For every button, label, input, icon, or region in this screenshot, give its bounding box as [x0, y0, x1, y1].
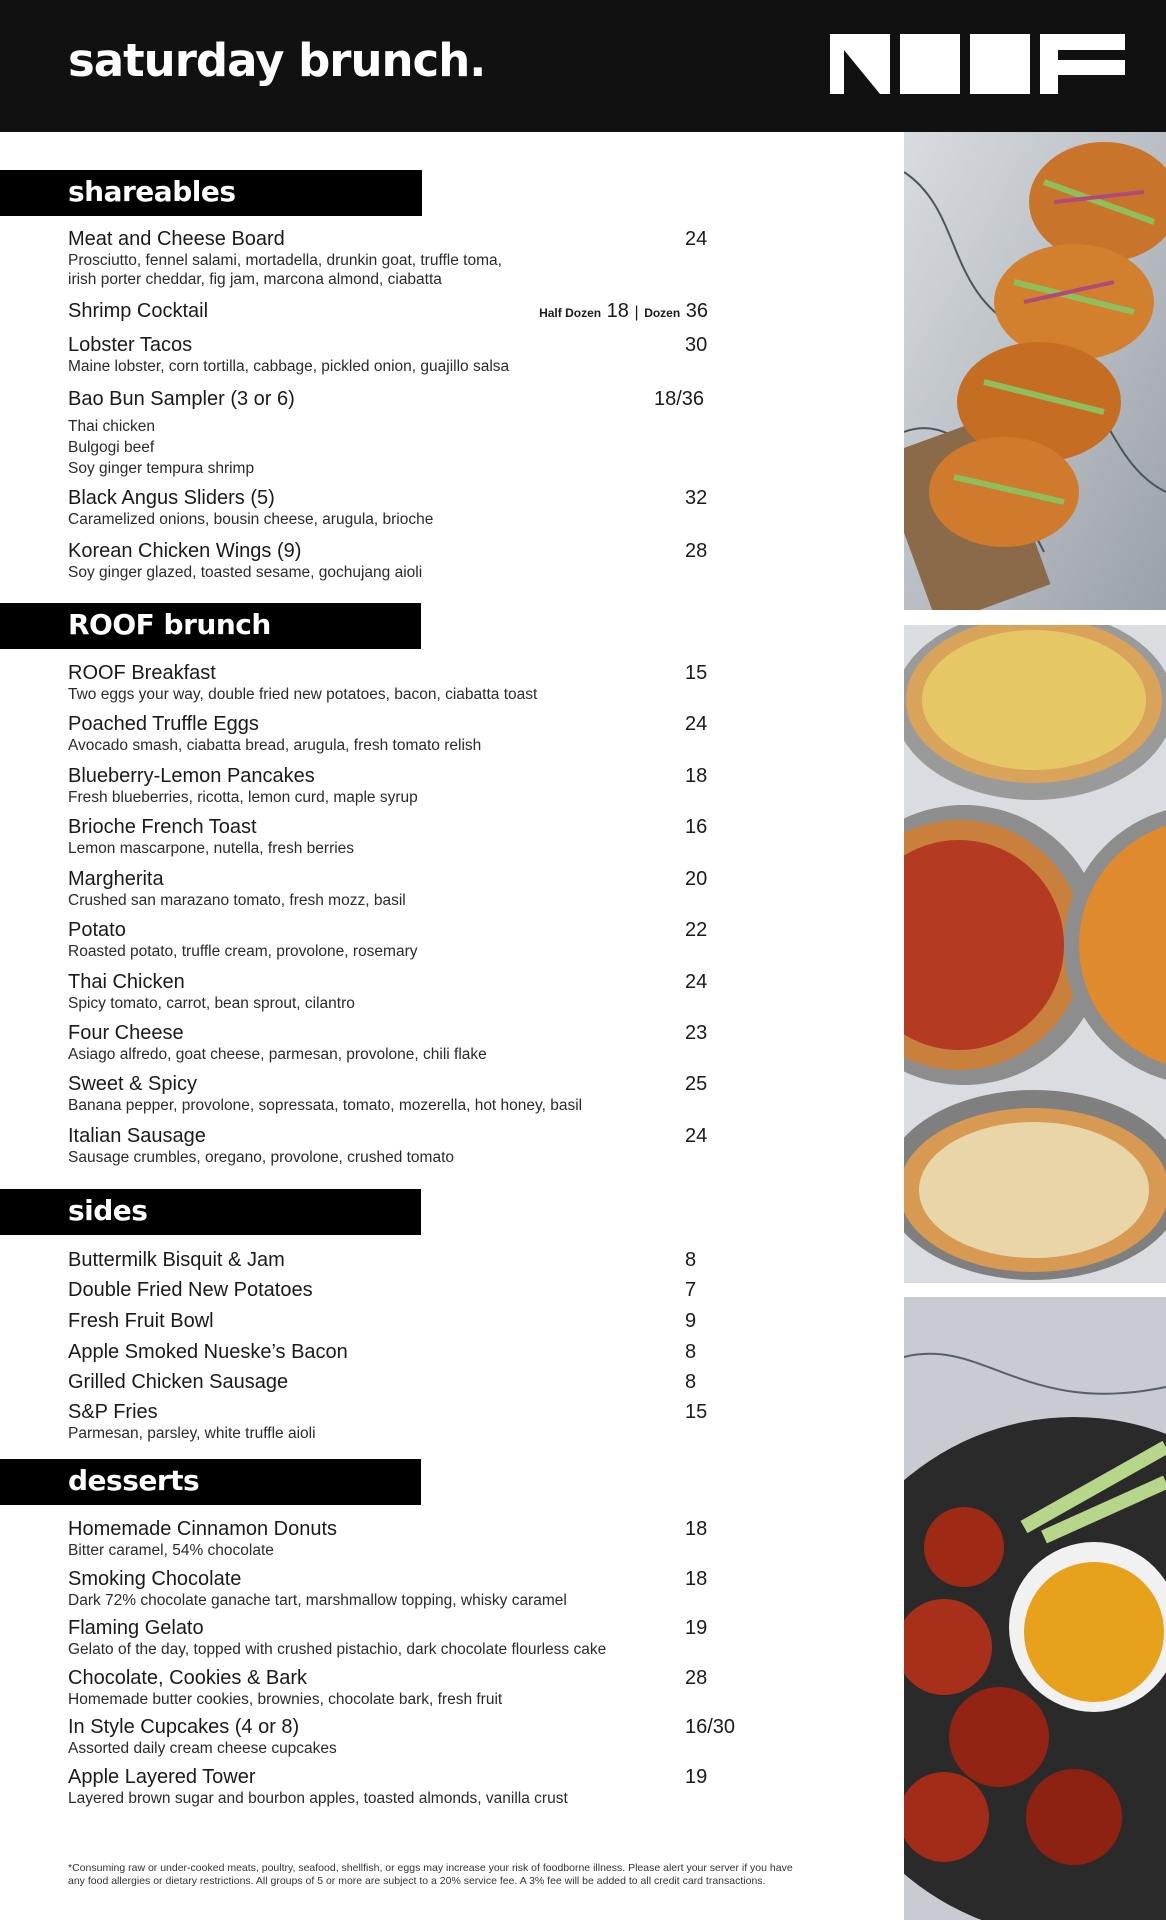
menu-item: [68, 1401, 748, 1443]
price-separator: |: [634, 304, 639, 321]
item-price-options: [539, 300, 708, 325]
item-description: Roasted potato, truffle cream, provolone, rosemary: [68, 943, 418, 960]
menu-item: [68, 1617, 748, 1659]
roof-logo: [830, 34, 1125, 94]
item-name: Brioche French Toast: [68, 816, 257, 838]
item-description: Caramelized onions, bousin cheese, arugula, brioche: [68, 511, 434, 528]
item-option: Soy ginger tempura shrimp: [68, 460, 255, 477]
item-name: Korean Chicken Wings (9): [68, 540, 302, 562]
item-name: Chocolate, Cookies & Bark: [68, 1667, 308, 1689]
menu-header: [0, 0, 1166, 132]
item-price: 9: [685, 1310, 697, 1332]
menu-item: [68, 1716, 748, 1758]
item-description: Maine lobster, corn tortilla, cabbage, pickled onion, guajillo salsa: [68, 358, 510, 375]
menu-item: [68, 1371, 748, 1394]
item-name: Apple Smoked Nueske’s Bacon: [68, 1341, 348, 1363]
item-name: Homemade Cinnamon Donuts: [68, 1518, 338, 1540]
item-description: Homemade butter cookies, brownies, chocolate bark, fresh fruit: [68, 1691, 503, 1708]
menu-item: [68, 971, 748, 1013]
item-name: Margherita: [68, 868, 164, 890]
item-option: Thai chicken: [68, 418, 156, 435]
item-price: 28: [685, 1667, 708, 1689]
section-bar-sides: [0, 1189, 421, 1235]
item-name: Poached Truffle Eggs: [68, 713, 259, 735]
item-price: 32: [685, 487, 708, 509]
item-price: 24: [685, 713, 708, 735]
disclaimer-line: any food allergies or dietary restrictions. All groups of 5 or more are subject to a 20% service fee. A 3% fee will be added to all credit card transactions.: [68, 1875, 766, 1887]
item-description: Crushed san marazano tomato, fresh mozz, basil: [68, 892, 406, 909]
item-price: 19: [685, 1617, 708, 1639]
menu-item: [68, 1073, 748, 1115]
item-description: Dark 72% chocolate ganache tart, marshmallow topping, whisky caramel: [68, 1592, 567, 1609]
item-name: Fresh Fruit Bowl: [68, 1310, 214, 1332]
menu-item: [68, 1341, 748, 1364]
item-name: Lobster Tacos: [68, 334, 193, 356]
page-title: saturday brunch.: [68, 34, 486, 87]
section-title: shareables: [68, 175, 236, 208]
menu-item: [68, 540, 748, 582]
section-bar-shareables: [0, 170, 422, 216]
item-name: Buttermilk Bisquit & Jam: [68, 1249, 285, 1271]
item-price: 18: [685, 765, 708, 787]
section-bar-brunch: [0, 603, 421, 649]
menu-item: [68, 1022, 748, 1064]
menu-item: [68, 228, 748, 289]
item-price: 15: [685, 1401, 708, 1423]
item-price: 8: [685, 1371, 697, 1393]
item-price: 16: [685, 816, 708, 838]
item-description: Spicy tomato, carrot, bean sprout, cilantro: [68, 995, 355, 1012]
item-description: irish porter cheddar, fig jam, marcona almond, ciabatta: [68, 271, 442, 288]
item-name: Black Angus Sliders (5): [68, 487, 275, 509]
menu-item: [68, 1667, 748, 1709]
item-price: 19: [685, 1766, 708, 1788]
item-name: Four Cheese: [68, 1022, 184, 1044]
item-description: Bitter caramel, 54% chocolate: [68, 1542, 274, 1559]
section-bar-desserts: [0, 1459, 421, 1505]
item-name: Smoking Chocolate: [68, 1568, 242, 1590]
item-name: Italian Sausage: [68, 1125, 206, 1147]
item-description: Prosciutto, fennel salami, mortadella, drunkin goat, truffle toma,: [68, 252, 502, 269]
menu-item: [68, 300, 708, 323]
menu-item: [68, 1310, 748, 1333]
item-price: 23: [685, 1022, 708, 1044]
menu-item: [68, 868, 748, 910]
item-price: 28: [685, 540, 708, 562]
menu-item: [68, 1249, 748, 1272]
item-description: Layered brown sugar and bourbon apples, toasted almonds, vanilla crust: [68, 1790, 568, 1807]
disclaimer-line: *Consuming raw or under-cooked meats, poultry, seafood, shellfish, or eggs may increase your risk of foodborne illness. Please alert your server if you have: [68, 1862, 793, 1874]
item-description: Sausage crumbles, oregano, provolone, crushed tomato: [68, 1149, 455, 1166]
item-price: 8: [685, 1341, 697, 1363]
item-option: Bulgogi beef: [68, 439, 155, 456]
item-name: Potato: [68, 919, 126, 941]
menu-item: [68, 1518, 748, 1560]
item-name: Bao Bun Sampler (3 or 6): [68, 388, 295, 410]
menu-item: [68, 919, 748, 961]
item-price: 22: [685, 919, 708, 941]
menu-item: [68, 388, 748, 479]
item-description: Asiago alfredo, goat cheese, parmesan, provolone, chili flake: [68, 1046, 487, 1063]
item-name: ROOF Breakfast: [68, 662, 216, 684]
menu-item: [68, 487, 748, 529]
section-title: sides: [68, 1194, 148, 1227]
lobster-tacos-photo: [904, 132, 1166, 610]
half-dozen-price: 18: [606, 300, 629, 322]
item-name: Double Fried New Potatoes: [68, 1279, 313, 1301]
pizza-photo: [904, 625, 1166, 1283]
item-name: Sweet & Spicy: [68, 1073, 197, 1095]
item-price: 20: [685, 868, 708, 890]
item-description: Parmesan, parsley, white truffle aioli: [68, 1425, 316, 1442]
item-price: 8: [685, 1249, 697, 1271]
item-description: Soy ginger glazed, toasted sesame, gochujang aioli: [68, 564, 423, 581]
item-description: Lemon mascarpone, nutella, fresh berries: [68, 840, 355, 857]
item-price: 18: [685, 1568, 708, 1590]
item-price: 24: [685, 1125, 708, 1147]
item-price: 18: [685, 1518, 708, 1540]
dozen-label: Dozen: [644, 306, 681, 320]
item-description: Two eggs your way, double fried new potatoes, bacon, ciabatta toast: [68, 686, 538, 703]
menu-item: [68, 1568, 748, 1610]
menu-item: [68, 713, 748, 755]
item-price: 18/36: [654, 388, 705, 410]
item-name: Grilled Chicken Sausage: [68, 1371, 289, 1393]
item-name: Meat and Cheese Board: [68, 228, 285, 250]
item-name: S&P Fries: [68, 1401, 158, 1423]
chicken-wings-photo: [904, 1297, 1166, 1920]
item-price: 24: [685, 228, 708, 250]
item-description: Assorted daily cream cheese cupcakes: [68, 1740, 337, 1757]
menu-item: [68, 334, 748, 376]
item-description: Banana pepper, provolone, sopressata, tomato, mozerella, hot honey, basil: [68, 1097, 583, 1114]
item-price: 7: [685, 1279, 697, 1301]
menu-item: [68, 765, 748, 807]
item-name: Apple Layered Tower: [68, 1766, 256, 1788]
menu-item: [68, 662, 748, 704]
menu-item: [68, 1766, 748, 1808]
item-price: 15: [685, 662, 708, 684]
menu-item: [68, 1125, 748, 1167]
half-dozen-label: Half Dozen: [539, 306, 602, 320]
item-name: Blueberry-Lemon Pancakes: [68, 765, 315, 787]
item-name: In Style Cupcakes (4 or 8): [68, 1716, 300, 1738]
item-description: Avocado smash, ciabatta bread, arugula, fresh tomato relish: [68, 737, 482, 754]
item-description: Gelato of the day, topped with crushed pistachio, dark chocolate flourless cake: [68, 1641, 607, 1658]
item-price: 30: [685, 334, 708, 356]
item-name: Flaming Gelato: [68, 1617, 204, 1639]
dozen-price: 36: [685, 300, 708, 322]
section-title: ROOF brunch: [68, 608, 271, 641]
item-name: Shrimp Cocktail: [68, 300, 209, 322]
footer-disclaimer: [68, 1862, 858, 1888]
item-price: 25: [685, 1073, 708, 1095]
menu-item: [68, 1279, 748, 1302]
item-price: 16/30: [685, 1716, 736, 1738]
section-title: desserts: [68, 1464, 200, 1497]
menu-item: [68, 816, 748, 858]
item-description: Fresh blueberries, ricotta, lemon curd, maple syrup: [68, 789, 418, 806]
item-name: Thai Chicken: [68, 971, 185, 993]
item-price: 24: [685, 971, 708, 993]
